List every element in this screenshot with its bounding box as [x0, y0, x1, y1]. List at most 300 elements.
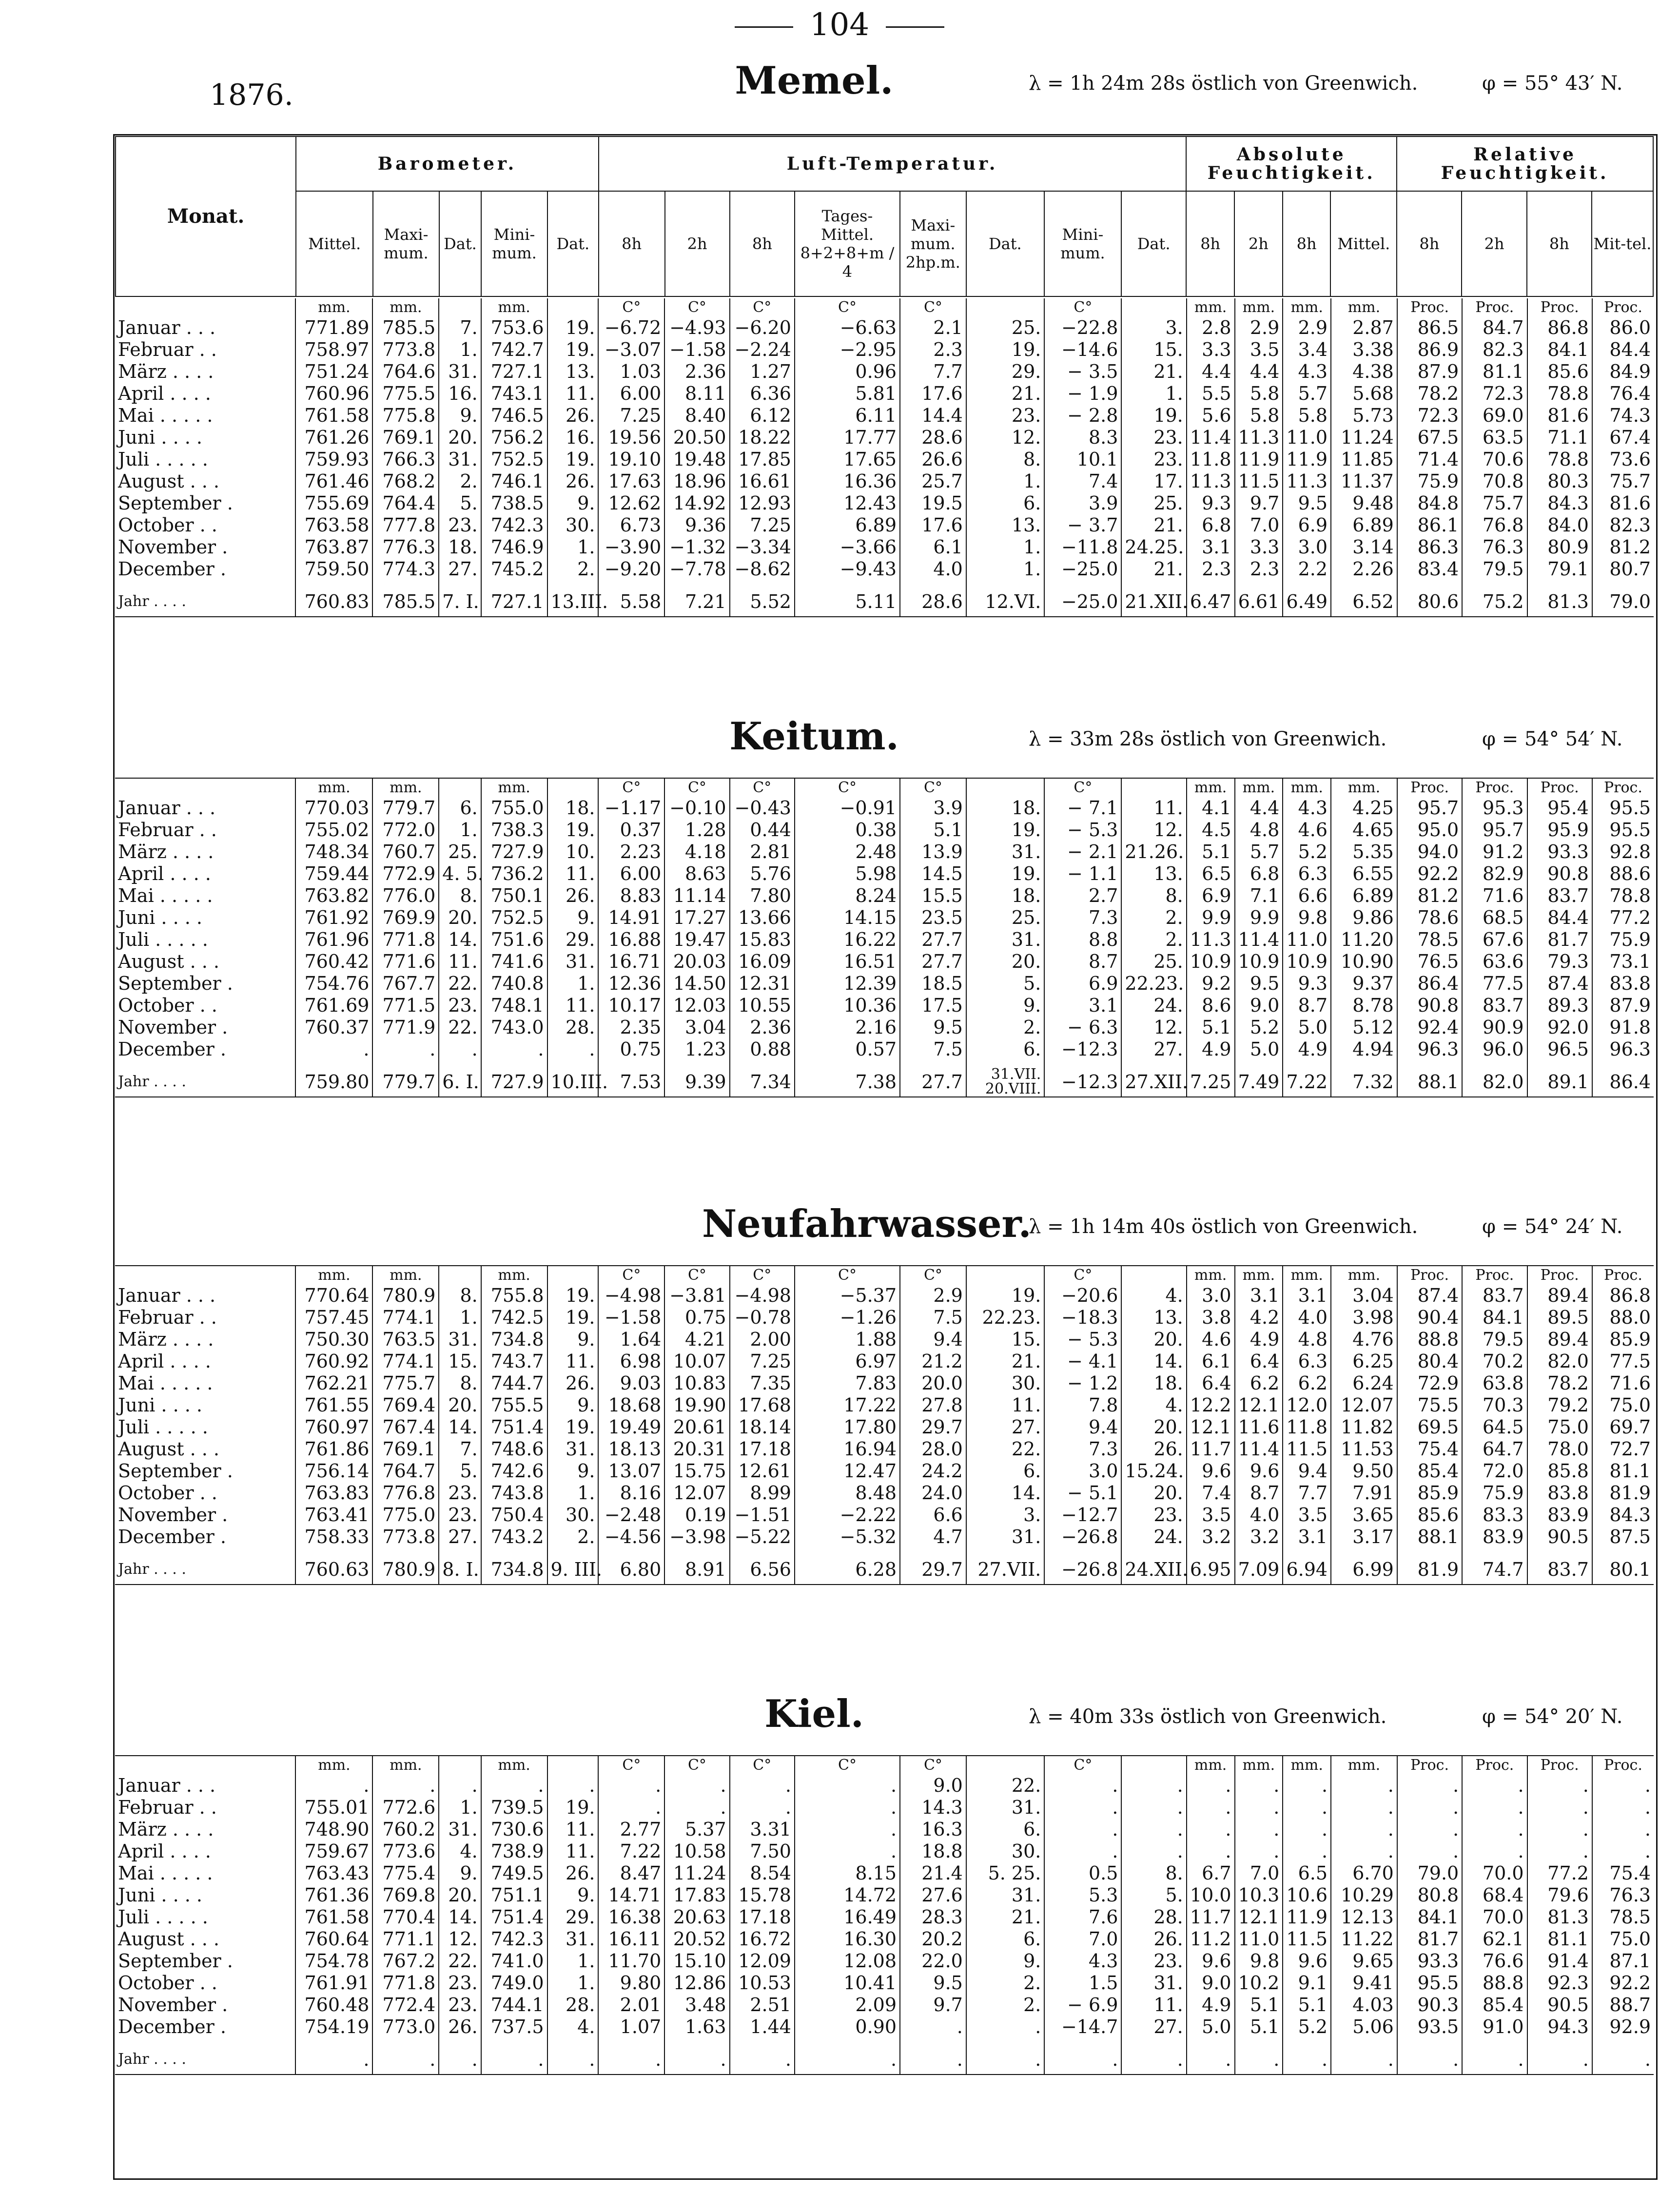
cell-baro-min: 750.4 — [481, 1504, 547, 1526]
spacer-cell — [966, 1548, 1045, 1555]
cell-baro-mittel: 759.80 — [295, 1067, 372, 1097]
cell-abs-8h: 4.5 — [1187, 819, 1235, 841]
cell-baro-min-dat: 26. — [547, 470, 599, 492]
cell-abs-mittel: 11.82 — [1331, 1416, 1397, 1438]
cell-temp-min: −22.8 — [1044, 317, 1121, 339]
cell-temp-max-dat: 12. — [966, 427, 1045, 449]
cell-temp-8h-evening: 16.72 — [730, 1928, 795, 1950]
cell-rel-8h-evening: 92.3 — [1527, 1972, 1592, 1994]
cell-temp-mittel: 1.88 — [795, 1329, 900, 1351]
spacer-cell — [1187, 1548, 1235, 1555]
cell-rel-8h: . — [1397, 2045, 1462, 2075]
cell-rel-8h-evening: 90.5 — [1527, 1526, 1592, 1548]
unit-cell: mm. — [481, 778, 547, 797]
cell-temp-mittel: 17.77 — [795, 427, 900, 449]
cell-abs-2h: . — [1235, 2045, 1283, 2075]
cell-abs-mittel: 7.91 — [1331, 1482, 1397, 1504]
spacer-cell — [547, 2038, 599, 2045]
cell-rel-mittel: 81.1 — [1592, 1460, 1654, 1482]
unit-cell: Proc. — [1527, 298, 1592, 317]
cell-temp-min: − 5.3 — [1044, 819, 1121, 841]
table-row — [115, 492, 1654, 514]
jahr-row — [115, 587, 1654, 617]
cell-temp-max-dat: . — [966, 2045, 1045, 2075]
cell-month: Juli . . . . . — [118, 1416, 208, 1438]
cell-baro-min-dat: 19. — [547, 1416, 599, 1438]
cell-month: Juni . . . . — [118, 1394, 202, 1416]
cell-baro-max-dat: 15. — [439, 1351, 481, 1372]
cell-abs-8h: 8.6 — [1187, 995, 1235, 1017]
cell-temp-min-dat: 8. — [1121, 885, 1186, 907]
cell-rel-8h: 72.3 — [1397, 405, 1462, 427]
table-row — [115, 797, 1654, 819]
cell-rel-2h: 75.7 — [1462, 492, 1527, 514]
cell-temp-max: 4.7 — [900, 1526, 966, 1548]
cell-month: November . — [118, 1504, 228, 1526]
cell-baro-max-dat: . — [439, 1775, 481, 1797]
cell-baro-max: 760.7 — [372, 841, 439, 863]
table-row — [115, 405, 1654, 427]
station-header — [0, 59, 1679, 102]
cell-baro-min: 727.1 — [481, 587, 547, 617]
cell-temp-8h: 8.47 — [598, 1862, 664, 1884]
cell-temp-max-dat: 31. — [966, 1526, 1045, 1548]
cell-baro-max-dat: 22. — [439, 1950, 481, 1972]
cell-temp-max-dat: 5. — [966, 973, 1045, 995]
unit-cell: mm. — [295, 298, 372, 317]
header-absolute-feuchtigkeit: Absolute Feuchtigkeit. — [1186, 137, 1397, 191]
cell-baro-min: . — [481, 1038, 547, 1060]
cell-temp-min: . — [1044, 1797, 1121, 1819]
cell-rel-8h-evening: . — [1527, 1819, 1592, 1840]
cell-rel-mittel: 88.6 — [1592, 863, 1654, 885]
cell-abs-8h: . — [1187, 1840, 1235, 1862]
table-row — [115, 1372, 1654, 1394]
cell-abs-8h-evening: . — [1283, 2045, 1331, 2075]
cell-abs-8h-evening: 4.6 — [1283, 819, 1331, 841]
cell-month: April . . . . — [118, 863, 211, 884]
cell-temp-max-dat: 25. — [966, 317, 1045, 339]
cell-abs-8h: 6.8 — [1187, 514, 1235, 536]
cell-baro-mittel: 761.86 — [295, 1438, 372, 1460]
cell-abs-8h: 5.5 — [1187, 383, 1235, 405]
unit-cell: mm. — [1331, 778, 1397, 797]
cell-temp-max-dat: 20. — [966, 951, 1045, 973]
cell-abs-8h: 11.7 — [1187, 1438, 1235, 1460]
cell-baro-max: 769.1 — [372, 427, 439, 449]
spacer-cell — [547, 1060, 599, 1067]
cell-temp-mittel: −1.26 — [795, 1307, 900, 1329]
cell-baro-min-dat: 13.III. — [547, 587, 599, 617]
spacer-cell — [664, 1548, 729, 1555]
cell-abs-8h-evening: 4.3 — [1283, 797, 1331, 819]
cell-temp-8h-evening: 1.27 — [730, 361, 795, 383]
cell-temp-8h: 2.77 — [598, 1819, 664, 1840]
cell-temp-mittel: . — [795, 1840, 900, 1862]
cell-baro-max-dat: 23. — [439, 1994, 481, 2016]
cell-baro-min-dat: . — [547, 1775, 599, 1797]
cell-baro-mittel: . — [295, 2045, 372, 2075]
cell-month: Februar . . — [118, 819, 217, 841]
cell-baro-max-dat: 6. — [439, 797, 481, 819]
cell-abs-2h: . — [1235, 1819, 1283, 1840]
cell-rel-2h: . — [1462, 1819, 1527, 1840]
cell-temp-min: − 1.2 — [1044, 1372, 1121, 1394]
cell-temp-max: 28.6 — [900, 587, 966, 617]
cell-temp-max-dat: 18. — [966, 885, 1045, 907]
cell-rel-8h-evening: 89.4 — [1527, 1329, 1592, 1351]
cell-temp-max-dat: 19. — [966, 1285, 1045, 1307]
spacer-cell — [1592, 2038, 1654, 2045]
cell-baro-mittel: 754.76 — [295, 973, 372, 995]
spacer-cell — [1044, 1060, 1121, 1067]
cell-baro-max: 763.5 — [372, 1329, 439, 1351]
cell-abs-8h-evening: 4.9 — [1283, 1038, 1331, 1060]
cell-rel-8h: 78.5 — [1397, 929, 1462, 951]
cell-rel-mittel: 84.4 — [1592, 339, 1654, 361]
cell-temp-max: 25.7 — [900, 470, 966, 492]
cell-temp-min-dat: 14. — [1121, 1351, 1186, 1372]
cell-temp-min-dat: 4. — [1121, 1285, 1186, 1307]
cell-abs-8h: 11.2 — [1187, 1928, 1235, 1950]
cell-temp-8h: 7.25 — [598, 405, 664, 427]
cell-abs-2h: 9.6 — [1235, 1460, 1283, 1482]
cell-temp-8h-evening: 15.83 — [730, 929, 795, 951]
col-temp-tages-mittel: Tages-Mittel. 8+2+8+m / 4 — [795, 191, 900, 296]
cell-baro-max: 774.1 — [372, 1307, 439, 1329]
cell-temp-2h: 11.14 — [664, 885, 729, 907]
cell-baro-max-dat: 25. — [439, 841, 481, 863]
cell-temp-min: −18.3 — [1044, 1307, 1121, 1329]
cell-baro-min: 742.3 — [481, 514, 547, 536]
cell-baro-mittel: 748.90 — [295, 1819, 372, 1840]
unit-cell: C° — [900, 1266, 966, 1285]
cell-temp-min-dat: 13. — [1121, 1307, 1186, 1329]
cell-rel-mittel: 76.4 — [1592, 383, 1654, 405]
cell-rel-8h-evening: 89.3 — [1527, 995, 1592, 1017]
cell-rel-mittel: 88.0 — [1592, 1307, 1654, 1329]
cell-baro-max-dat: 4. 5. — [439, 863, 481, 885]
cell-abs-8h: 9.6 — [1187, 1950, 1235, 1972]
table-row — [115, 1862, 1654, 1884]
cell-baro-min-dat: 1. — [547, 1950, 599, 1972]
cell-rel-8h-evening: 81.7 — [1527, 929, 1592, 951]
cell-rel-mittel: 92.9 — [1592, 2016, 1654, 2038]
cell-abs-2h: 10.9 — [1235, 951, 1283, 973]
cell-rel-8h: 93.5 — [1397, 2016, 1462, 2038]
unit-cell: Proc. — [1527, 778, 1592, 797]
cell-rel-8h: 85.6 — [1397, 1504, 1462, 1526]
spacer-cell — [1235, 1548, 1283, 1555]
cell-temp-mittel: 16.51 — [795, 951, 900, 973]
cell-temp-8h-evening: −1.51 — [730, 1504, 795, 1526]
cell-temp-min-dat: 13. — [1121, 863, 1186, 885]
unit-cell: mm. — [295, 1756, 372, 1775]
cell-baro-mittel: . — [295, 1775, 372, 1797]
cell-month: December . — [118, 2016, 226, 2037]
cell-temp-min: − 6.3 — [1044, 1017, 1121, 1038]
cell-abs-2h: 12.1 — [1235, 1394, 1283, 1416]
unit-cell: Proc. — [1397, 1756, 1462, 1775]
spacer-cell — [439, 580, 481, 587]
unit-cell: mm. — [481, 1266, 547, 1285]
col-temp-maximum: Maxi-mum. 2hp.m. — [900, 191, 966, 296]
cell-abs-mittel: 6.52 — [1331, 587, 1397, 617]
cell-rel-mittel: . — [1592, 1775, 1654, 1797]
table-row — [115, 1351, 1654, 1372]
cell-rel-8h-evening: 95.4 — [1527, 797, 1592, 819]
spacer-cell — [295, 2038, 372, 2045]
cell-temp-mittel: 16.49 — [795, 1906, 900, 1928]
cell-temp-max: 14.5 — [900, 863, 966, 885]
cell-rel-mittel: 87.1 — [1592, 1950, 1654, 1972]
cell-baro-max-dat: 1. — [439, 339, 481, 361]
cell-temp-8h-evening: 12.93 — [730, 492, 795, 514]
cell-rel-8h-evening: 84.3 — [1527, 492, 1592, 514]
unit-cell: mm. — [1331, 298, 1397, 317]
cell-temp-8h: −6.72 — [598, 317, 664, 339]
cell-abs-8h: 9.6 — [1187, 1460, 1235, 1482]
cell-temp-mittel: 5.11 — [795, 587, 900, 617]
col-temp-8h: 8h — [599, 191, 665, 296]
cell-month: Mai . . . . . — [118, 885, 213, 906]
spacer-cell — [1235, 1060, 1283, 1067]
cell-temp-8h: 6.73 — [598, 514, 664, 536]
cell-rel-2h: 63.5 — [1462, 427, 1527, 449]
cell-baro-min-dat: 9. — [547, 1460, 599, 1482]
cell-temp-max-dat: 30. — [966, 1372, 1045, 1394]
cell-rel-8h-evening: 81.1 — [1527, 1928, 1592, 1950]
cell-baro-max-dat: 5. — [439, 1460, 481, 1482]
cell-baro-max: 771.6 — [372, 951, 439, 973]
cell-temp-min: − 6.9 — [1044, 1994, 1121, 2016]
cell-baro-mittel: 759.44 — [295, 863, 372, 885]
cell-temp-mittel: −5.37 — [795, 1285, 900, 1307]
spacer-cell — [372, 1060, 439, 1067]
cell-abs-8h: 11.3 — [1187, 929, 1235, 951]
cell-rel-2h: 70.6 — [1462, 449, 1527, 470]
col-temp-minimum: Mini-mum. — [1044, 191, 1121, 296]
cell-temp-min-dat: 26. — [1121, 1928, 1186, 1950]
cell-month: December . — [118, 1038, 226, 1060]
cell-abs-8h: 7.4 — [1187, 1482, 1235, 1504]
cell-baro-min-dat: 1. — [547, 536, 599, 558]
cell-temp-max-dat: 19. — [966, 819, 1045, 841]
spacer-cell — [1044, 1548, 1121, 1555]
cell-baro-mittel: 761.92 — [295, 907, 372, 929]
cell-temp-mittel: . — [795, 1819, 900, 1840]
cell-temp-max-dat: 2. — [966, 1017, 1045, 1038]
unit-cell: mm. — [1187, 298, 1235, 317]
cell-month: November . — [118, 1017, 228, 1038]
cell-temp-max-dat: 21. — [966, 1906, 1045, 1928]
spacer-cell — [1462, 580, 1527, 587]
cell-abs-2h: . — [1235, 1775, 1283, 1797]
table-row — [115, 1285, 1654, 1307]
cell-temp-2h: 9.36 — [664, 514, 729, 536]
unit-cell: Proc. — [1462, 778, 1527, 797]
station-longitude: λ = 1h 14m 40s östlich von Greenwich. — [1029, 1215, 1418, 1238]
table-row — [115, 1038, 1654, 1060]
cell-rel-8h: 90.3 — [1397, 1994, 1462, 2016]
cell-month: Februar . . — [118, 1797, 217, 1818]
cell-temp-min: 6.9 — [1044, 973, 1121, 995]
table-row — [115, 929, 1654, 951]
cell-baro-max-dat: 8. — [439, 885, 481, 907]
unit-cell: mm. — [1187, 1756, 1235, 1775]
cell-baro-min: 727.9 — [481, 841, 547, 863]
cell-baro-min-dat: 19. — [547, 1285, 599, 1307]
cell-rel-8h: 86.4 — [1397, 973, 1462, 995]
spacer-cell — [1331, 580, 1397, 587]
cell-temp-max-dat: . — [966, 2016, 1045, 2038]
cell-rel-8h: 85.9 — [1397, 1482, 1462, 1504]
spacer-cell — [900, 1060, 966, 1067]
station-header — [0, 714, 1679, 758]
cell-baro-mittel: 760.64 — [295, 1928, 372, 1950]
spacer-cell — [795, 1548, 900, 1555]
cell-temp-min: − 7.1 — [1044, 797, 1121, 819]
cell-rel-2h: 84.1 — [1462, 1307, 1527, 1329]
cell-temp-max: 19.5 — [900, 492, 966, 514]
cell-temp-max: 29.7 — [900, 1555, 966, 1585]
cell-temp-max: 23.5 — [900, 907, 966, 929]
cell-temp-max: 14.4 — [900, 405, 966, 427]
cell-baro-max-dat: 9. — [439, 1862, 481, 1884]
cell-temp-max-dat: 18. — [966, 797, 1045, 819]
cell-baro-min-dat: 29. — [547, 929, 599, 951]
cell-rel-mittel: 73.1 — [1592, 951, 1654, 973]
cell-rel-mittel: 71.6 — [1592, 1372, 1654, 1394]
spacer-cell — [115, 580, 295, 587]
spacer-cell — [900, 2038, 966, 2045]
cell-month: April . . . . — [118, 1840, 211, 1862]
cell-temp-max-dat: 6. — [966, 1819, 1045, 1840]
cell-rel-8h: 85.4 — [1397, 1460, 1462, 1482]
cell-abs-8h-evening: . — [1283, 1819, 1331, 1840]
cell-rel-8h: 76.5 — [1397, 951, 1462, 973]
cell-abs-mittel: 9.41 — [1331, 1972, 1397, 1994]
cell-baro-min-dat: 30. — [547, 514, 599, 536]
cell-rel-8h: 90.8 — [1397, 995, 1462, 1017]
table-row — [115, 1994, 1654, 2016]
cell-abs-2h: 10.2 — [1235, 1972, 1283, 1994]
unit-cell: C° — [1044, 778, 1121, 797]
cell-baro-max: 780.9 — [372, 1285, 439, 1307]
cell-abs-mittel: 3.38 — [1331, 339, 1397, 361]
cell-month: October . . — [118, 995, 217, 1016]
unit-cell — [966, 1756, 1045, 1775]
cell-temp-min: . — [1044, 1819, 1121, 1840]
cell-temp-8h-evening: 1.44 — [730, 2016, 795, 2038]
year: 1876. — [210, 78, 293, 112]
cell-baro-min-dat: 26. — [547, 1372, 599, 1394]
cell-baro-mittel: 750.30 — [295, 1329, 372, 1351]
cell-rel-mittel: 76.3 — [1592, 1884, 1654, 1906]
cell-rel-mittel: 88.7 — [1592, 1994, 1654, 2016]
unit-cell — [115, 778, 295, 797]
cell-temp-8h-evening: 6.36 — [730, 383, 795, 405]
cell-rel-8h-evening: 92.0 — [1527, 1017, 1592, 1038]
spacer-cell — [966, 580, 1045, 587]
unit-cell — [547, 1266, 599, 1285]
table-row — [115, 1526, 1654, 1548]
cell-baro-min: 742.7 — [481, 339, 547, 361]
cell-baro-min: 727.1 — [481, 361, 547, 383]
cell-abs-8h-evening: 6.2 — [1283, 1372, 1331, 1394]
cell-temp-min: 7.4 — [1044, 470, 1121, 492]
station-latitude: φ = 55° 43′ N. — [1482, 72, 1623, 95]
spacer-cell — [372, 2038, 439, 2045]
station-latitude: φ = 54° 20′ N. — [1482, 1705, 1623, 1728]
table-row — [115, 995, 1654, 1017]
spacer-cell — [372, 580, 439, 587]
cell-abs-mittel: . — [1331, 1840, 1397, 1862]
cell-abs-2h: 6.61 — [1235, 587, 1283, 617]
cell-temp-mittel: 2.48 — [795, 841, 900, 863]
cell-abs-mittel: 9.37 — [1331, 973, 1397, 995]
cell-temp-2h: 10.83 — [664, 1372, 729, 1394]
cell-temp-max: 20.0 — [900, 1372, 966, 1394]
cell-temp-max: 17.6 — [900, 383, 966, 405]
cell-baro-mittel: 757.45 — [295, 1307, 372, 1329]
cell-baro-min: 744.7 — [481, 1372, 547, 1394]
cell-temp-max: 27.7 — [900, 1067, 966, 1097]
cell-temp-2h: 19.47 — [664, 929, 729, 951]
cell-rel-8h: 88.1 — [1397, 1067, 1462, 1097]
cell-rel-mittel: 75.7 — [1592, 470, 1654, 492]
cell-temp-2h: 19.48 — [664, 449, 729, 470]
cell-abs-8h: 2.8 — [1187, 317, 1235, 339]
cell-temp-max: 7.5 — [900, 1307, 966, 1329]
cell-rel-mittel: 91.8 — [1592, 1017, 1654, 1038]
spacer-cell — [481, 1548, 547, 1555]
cell-abs-2h: 5.2 — [1235, 1017, 1283, 1038]
cell-temp-min-dat: 15. — [1121, 339, 1186, 361]
cell-temp-max-dat: 6. — [966, 1460, 1045, 1482]
cell-temp-min: 8.7 — [1044, 951, 1121, 973]
cell-baro-min: 734.8 — [481, 1555, 547, 1585]
col-baro-minimum: Mini-mum. — [481, 191, 547, 296]
cell-rel-mittel: 92.2 — [1592, 1972, 1654, 1994]
cell-rel-2h: 63.8 — [1462, 1372, 1527, 1394]
cell-rel-8h-evening: 85.6 — [1527, 361, 1592, 383]
unit-cell: mm. — [372, 1266, 439, 1285]
table-row — [115, 1928, 1654, 1950]
cell-rel-8h-evening: 86.8 — [1527, 317, 1592, 339]
cell-temp-min-dat: . — [1121, 1797, 1186, 1819]
cell-temp-max: 27.7 — [900, 951, 966, 973]
spacer-cell — [1283, 1060, 1331, 1067]
cell-temp-mittel: . — [795, 2045, 900, 2075]
spacer-cell — [439, 2038, 481, 2045]
cell-abs-8h-evening: 4.0 — [1283, 1307, 1331, 1329]
cell-temp-min-dat: 24.XII. — [1121, 1555, 1186, 1585]
cell-temp-8h: 16.38 — [598, 1906, 664, 1928]
cell-rel-8h: . — [1397, 1775, 1462, 1797]
cell-temp-min-dat: 21. — [1121, 361, 1186, 383]
cell-month: März . . . . — [118, 841, 214, 862]
cell-abs-2h: 11.3 — [1235, 427, 1283, 449]
cell-month: April . . . . — [118, 1351, 211, 1372]
cell-temp-mittel: . — [795, 1797, 900, 1819]
cell-temp-8h-evening: 5.76 — [730, 863, 795, 885]
station-name: Memel. — [735, 59, 894, 103]
cell-abs-8h: 6.4 — [1187, 1372, 1235, 1394]
cell-rel-8h: 87.4 — [1397, 1285, 1462, 1307]
cell-temp-8h: 14.71 — [598, 1884, 664, 1906]
cell-baro-min-dat: 11. — [547, 1819, 599, 1840]
